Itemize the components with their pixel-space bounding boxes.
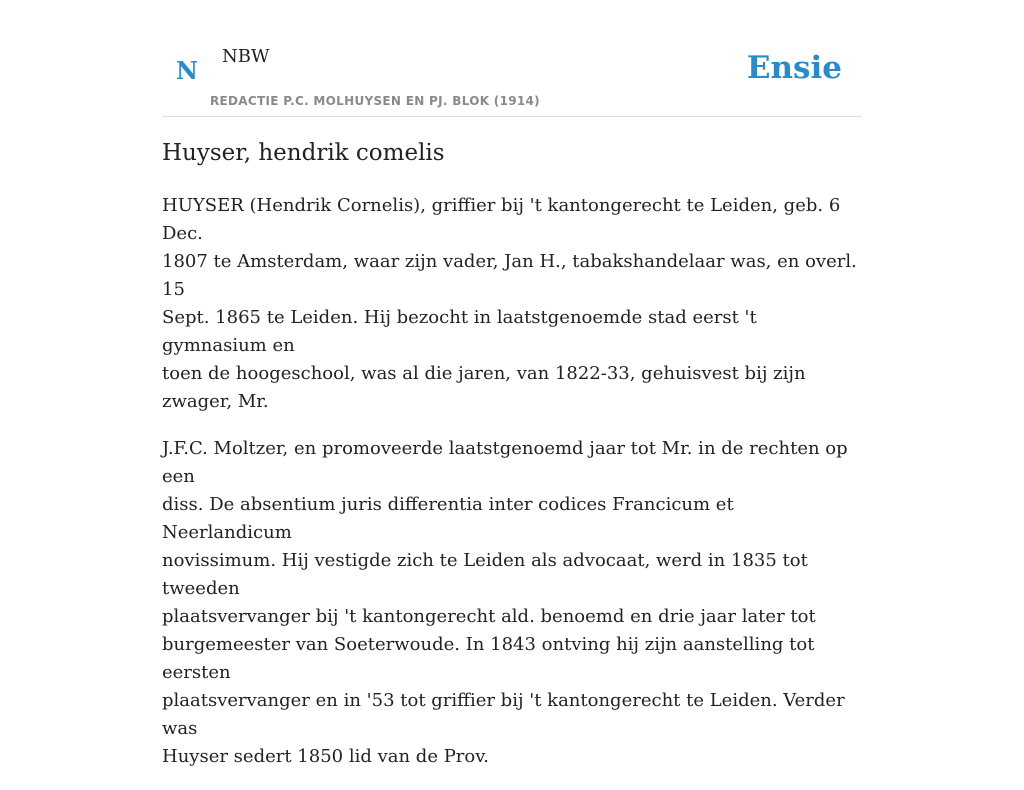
source-editor: REDACTIE P.C. MOLHUYSEN EN PJ. BLOK (1914)	[210, 94, 540, 108]
entry-paragraph: HUYSER (Hendrik Cornelis), griffier bij 't kantongerecht te Leiden, geb. 6 Dec. 1807 te Amsterdam, waar zijn vader, Jan H., tabakshandelaar was, en overl. 15 Sept. 1865 te Leiden. Hij bezocht in laatstgenoemde stad eerst 't gymnasium en toen de hoogeschool, was al die jaren, van 1822-33, gehuisvest bij zijn zwager, Mr.	[162, 195, 857, 412]
entry-title: Huyser, hendrik comelis	[162, 140, 445, 166]
entry-body	[162, 192, 862, 790]
header	[162, 0, 862, 117]
source-title[interactable]: NBW	[222, 46, 270, 67]
brand-logo[interactable]: Ensie	[746, 50, 842, 86]
entry-paragraph: J.F.C. Moltzer, en promoveerde laatstgenoemd jaar tot Mr. in de rechten op een diss. De absentium juris differentia inter codices Francicum et Neerlandicum novissimum. Hij vestigde zich te Leiden als advocaat, werd in 1835 tot tweeden plaatsvervanger bij 't kantongerecht ald. benoemd en drie jaar later tot burgemeester van Soeterwoude. In 1843 ontving hij zijn aanstelling tot eersten plaatsvervanger en in '53 tot griffier bij 't kantongerecht te Leiden. Verder was Huyser sedert 1850 lid van de Prov.	[162, 438, 848, 767]
source-logo[interactable]: N	[176, 56, 198, 85]
